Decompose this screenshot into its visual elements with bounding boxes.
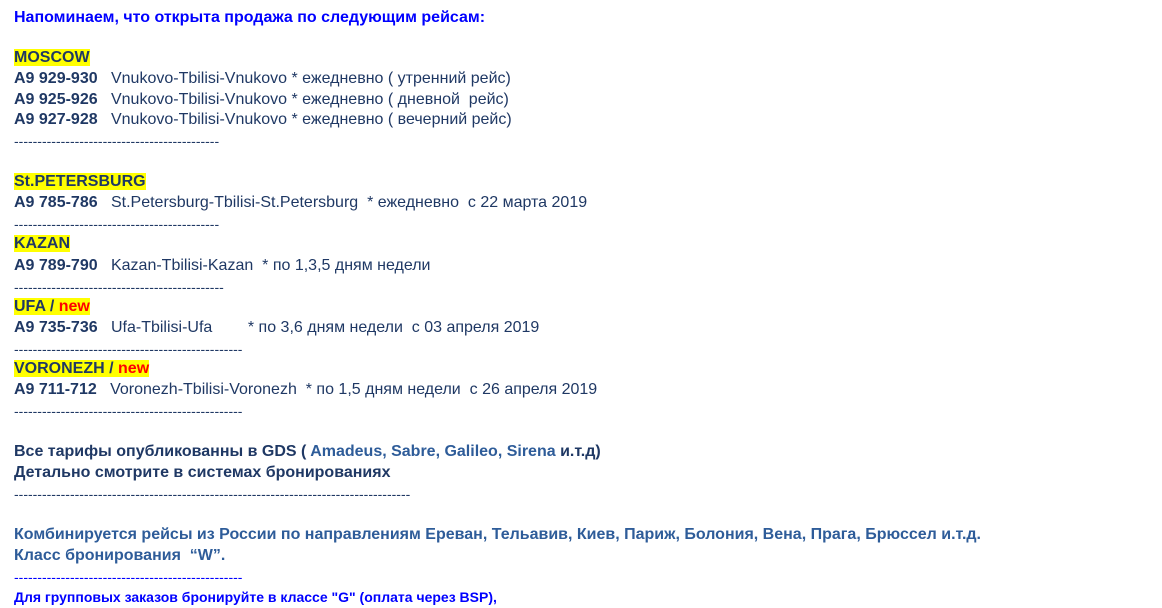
flight-row	[14, 380, 597, 400]
flight-row	[14, 193, 587, 213]
city-label: UFA	[14, 298, 46, 315]
flight-route: Vnukovo-Tbilisi-Vnukovo * ежедневно ( утренний рейс)	[110, 70, 511, 87]
separator: -------------------------------------------------------------------------------------	[14, 486, 411, 502]
separator-slash: /	[45, 298, 59, 315]
flight-route: Vnukovo-Tbilisi-Vnukovo * ежедневно ( дневной рейс)	[110, 91, 509, 108]
group-booking-note: Для групповых заказов бронируйте в классе "G" (оплата через BSP),	[14, 589, 497, 605]
flight-number: A9 711-712	[14, 381, 97, 398]
gds-systems: Amadeus, Sabre, Galileo, Sirena	[310, 443, 556, 460]
city-label: VORONEZH	[14, 360, 105, 377]
separator: -------------------------------------------------	[14, 403, 243, 419]
city-label: MOSCOW	[14, 49, 90, 66]
separator: ---------------------------------------------	[14, 279, 224, 295]
flight-number: A9 927-928	[14, 111, 98, 128]
flight-number: A9 735-736	[14, 319, 98, 336]
city-spb	[14, 172, 146, 192]
city-label: St.PETERSBURG	[14, 173, 146, 190]
gds-details: Детально смотрите в системах бронированиях	[14, 464, 391, 481]
flight-row	[14, 318, 539, 338]
separator-slash: /	[104, 360, 119, 377]
flight-route: Voronezh-Tbilisi-Voronezh * по 1,5 дням недели с 26 апреля 2019	[110, 381, 598, 398]
flight-row	[14, 256, 431, 276]
city-kazan	[14, 234, 70, 254]
new-badge: new	[118, 360, 150, 377]
city-label: KAZAN	[14, 235, 70, 252]
separator: -------------------------------------------------	[14, 341, 243, 357]
flight-route: Kazan-Tbilisi-Kazan * по 1,3,5 дням недели	[110, 257, 431, 274]
city-ufa	[14, 297, 90, 317]
flight-number: A9 925-926	[14, 91, 98, 108]
separator: --------------------------------------------	[14, 216, 220, 232]
new-badge: new	[58, 298, 90, 315]
separator: -------------------------------------------------	[14, 569, 243, 585]
gds-line: Все тарифы опубликованны в GDS ( Amadeus, Sabre, Galileo, Sirena и.т.д)	[14, 443, 601, 460]
flight-row	[14, 69, 511, 89]
flight-row	[14, 110, 512, 130]
flight-route: Vnukovo-Tbilisi-Vnukovo * ежедневно ( вечерний рейс)	[110, 111, 512, 128]
flight-number: A9 785-786	[14, 194, 98, 211]
intro-text: Напоминаем, что открыта продажа по следующим рейсам:	[14, 9, 486, 26]
booking-class: Класс бронирования “W”.	[14, 547, 226, 564]
city-moscow	[14, 48, 90, 68]
flight-route: Ufa-Tbilisi-Ufa * по 3,6 дням недели с 03 апреля 2019	[110, 319, 540, 336]
flight-number: A9 929-930	[14, 70, 98, 87]
combo-routes: Комбинируется рейсы из России по направлениям Ереван, Тельавив, Киев, Париж, Болония, Вена, Прага, Брюссел и.т.д.	[14, 526, 981, 543]
flight-number: A9 789-790	[14, 257, 98, 274]
separator: --------------------------------------------	[14, 133, 220, 149]
city-voronezh	[14, 359, 149, 379]
flight-route: St.Petersburg-Tbilisi-St.Petersburg * ежедневно с 22 марта 2019	[110, 194, 588, 211]
flight-row	[14, 90, 509, 110]
